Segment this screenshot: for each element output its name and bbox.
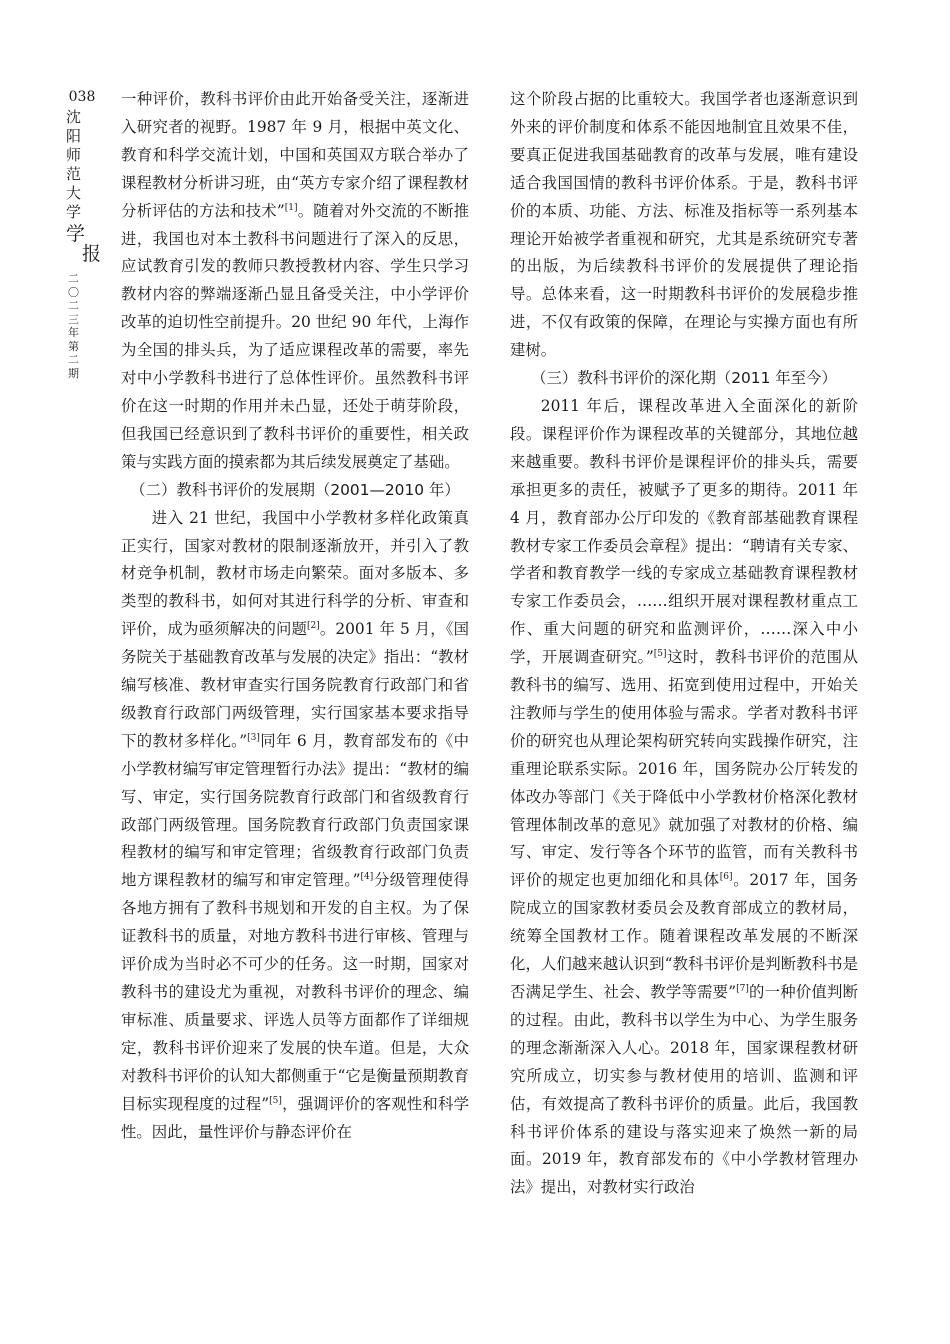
text-run: 2011 年后，课程改革进入全面深化的新阶段。课程评价作为课程改革的关键部分，其地位越来越重要。教科书评价是课程评价的排头兵，需要承担更多的责任，被赋予了更多的期待。2011 年 4 月，教育部办公厅印发的《教育部基础教育课程教材专家工作委员会章程》提出：“聘请有关专家、学者和教育教学一线的专家成立基础教育课程教材专家工作委员会，……组织开展对课程教材重点工作、重大问题的研究和监测评价，……深入中小学，开展调查研究。”	[510, 396, 858, 667]
journal-title-char: 大	[66, 184, 82, 202]
citation-ref: [7]	[736, 983, 749, 994]
journal-title-char: 阳	[66, 127, 82, 145]
left-column	[121, 86, 469, 1286]
citation-ref: [1]	[284, 202, 298, 213]
issue-char: 二	[68, 299, 79, 312]
text-run: 这时，教科书评价的范围从教科书的编写、选用、拓宽到使用过程中，开始关注教师与学生的使用体验与需求。学者对教科书评价的研究也从理论架构研究转向实践操作研究，注重理论联系实际。2016 年，国务院办公厅转发的体改办等部门《关于降低中小学教材价格深化教材管理体制改革的意见》就加强了对教材的价格、编写、审定、发行等各个环节的监管，而有关教科书评价的规定也更加细化和具体	[510, 648, 858, 890]
journal-title-big-char: 报	[82, 243, 102, 265]
issue-char: 三	[68, 312, 79, 326]
text-run: 。随着对外交流的不断推进，我国也对本土教科书问题进行了深入的反思，应试教育引发的教师只教授教材内容、学生只学习教材内容的弊端逐渐凸显且备受关注，中小学评价改革的迫切性空前提升。20 世纪 90 年代，上海作为全国的排头兵，为了适应课程改革的需要，率先对中小学教科书进行了总体性评价。虽然教科书评价在这一时期的作用并未凸显，还处于萌芽阶段，但我国已经意识到了教科书评价的重要性，相关政策与实践方面的摸索都为其后续发展奠定了基础。	[121, 201, 469, 471]
issue-char: 二	[68, 272, 79, 285]
issue-char: 二	[68, 353, 79, 366]
text-run: 这个阶段占据的比重较大。我国学者也逐渐意识到外来的评价制度和体系不能因地制宜且效果不佳，要真正促进我国基础教育的改革与发展，唯有建设适合我国国情的教科书评价体系。于是，教科书评价的本质、功能、方法、标准及指标等一系列基本理论开始被学者重视和研究，尤其是系统研究专著的出版，为后续教科书评价的发展提供了理论指导。总体来看，这一时期教科书评价的发展稳步推进，不仅有政策的保障，在理论与实操方面也有所建树。	[510, 90, 858, 360]
citation-ref: [6]	[719, 872, 733, 883]
issue-char: 期	[68, 366, 79, 380]
section-heading-development-period: （二）教科书评价的发展期（2001—2010 年）	[130, 480, 460, 499]
text-run: 进入 21 世纪，我国中小学教材多样化政策真正实行，国家对教材的限制逐渐放开，并引入了教材竞争机制，教材市场走向繁荣。面对多版本、多类型的教科书，如何对其进行科学的分析、审查和评价，成为亟须解决的问题	[121, 508, 469, 639]
issue-char: 年	[68, 326, 79, 339]
paragraph-continued	[121, 86, 469, 477]
page-number: 038	[68, 89, 96, 105]
issue-char: 第	[68, 339, 79, 353]
issue-label-vertical	[60, 272, 104, 380]
paragraph-development-period	[121, 505, 469, 1147]
journal-title-char: 范	[66, 165, 82, 183]
issue-char: 〇	[68, 285, 79, 299]
citation-ref: [5]	[269, 1095, 282, 1106]
citation-ref: [4]	[360, 872, 374, 883]
citation-ref: [5]	[653, 649, 667, 659]
journal-title-char: 师	[66, 146, 82, 164]
citation-ref: [2]	[306, 621, 320, 632]
text-run: ，强调评价的客观性和科学性。因此，量性评价与静态评价在	[121, 1094, 469, 1141]
text-run: 分级管理使得各地方拥有了教科书规划和开发的自主权。为了保证教科书的质量，对地方教科书进行审核、管理与评价成为当时必不可少的任务。这一时期，国家对教科书的建设尤为重视，对教科书评价的理念、编审标准、质量要求、评选人员等方面都作了详细规定，教科书评价迎来了发展的快车道。但是，大众对教科书评价的认知大都侧重于“它是衡量预期教育目标实现程度的过程”	[121, 871, 469, 1113]
citation-ref: [3]	[247, 732, 260, 743]
journal-title-big-char: 学	[66, 223, 86, 245]
margin-strip	[60, 88, 110, 380]
journal-title-vertical	[60, 108, 104, 266]
journal-title-char: 沈	[66, 108, 82, 126]
right-column	[510, 86, 858, 1286]
text-run: 。2017 年，国务院成立的国家教材委员会及教育部成立的教材局，统筹全国教材工作。随着课程改革发展的不断深化，人们越来越认识到“教科书评价是判断教科书是否满足学生、社会、教学等需要”	[510, 871, 858, 1001]
text-run: 的一种价值判断的过程。由此，教科书以学生为中心、为学生服务的理念渐渐深入人心。2018 年，国家课程教材研究所成立，切实参与教材使用的培训、监测和评估，有效提高了教科书评价的质量。此后，我国教科书评价体系的建设与落实迎来了焕然一新的局面。2019 年，教育部发布的《中小学教材管理办法》提出，对教材实行政治	[510, 983, 858, 1197]
paragraph-deepening-period	[510, 393, 858, 1202]
section-heading-deepening-period: （三）教科书评价的深化期（2011 年至今）	[531, 369, 837, 388]
text-run: 同年 6 月，教育部发布的《中小学教材编写审定管理暂行办法》提出：“教材的编写、审定，实行国务院教育行政部门和省级教育行政部门两级管理。国务院教育行政部门负责国家课程教材的编写和审定管理；省级教育行政部门负责地方课程教材的编写和审定管理。”	[121, 731, 469, 890]
text-run: 一种评价，教科书评价由此开始备受关注，逐渐进入研究者的视野。1987 年 9 月，根据中英文化、教育和科学交流计划，中国和英国双方联合举办了课程教材分析讲习班，由“英方专家介绍了课程教材分析评估的方法和技术”	[121, 90, 469, 220]
paragraph-continued	[510, 86, 858, 365]
text-run: 。2001 年 5 月，《国务院关于基础教育改革与发展的决定》指出：“教材编写核准、教材审查实行国务院教育行政部门和省级教育行政部门两级管理，实行国家基本要求指导下的教材多样化。”	[121, 620, 469, 750]
journal-title-char: 学	[66, 203, 82, 221]
